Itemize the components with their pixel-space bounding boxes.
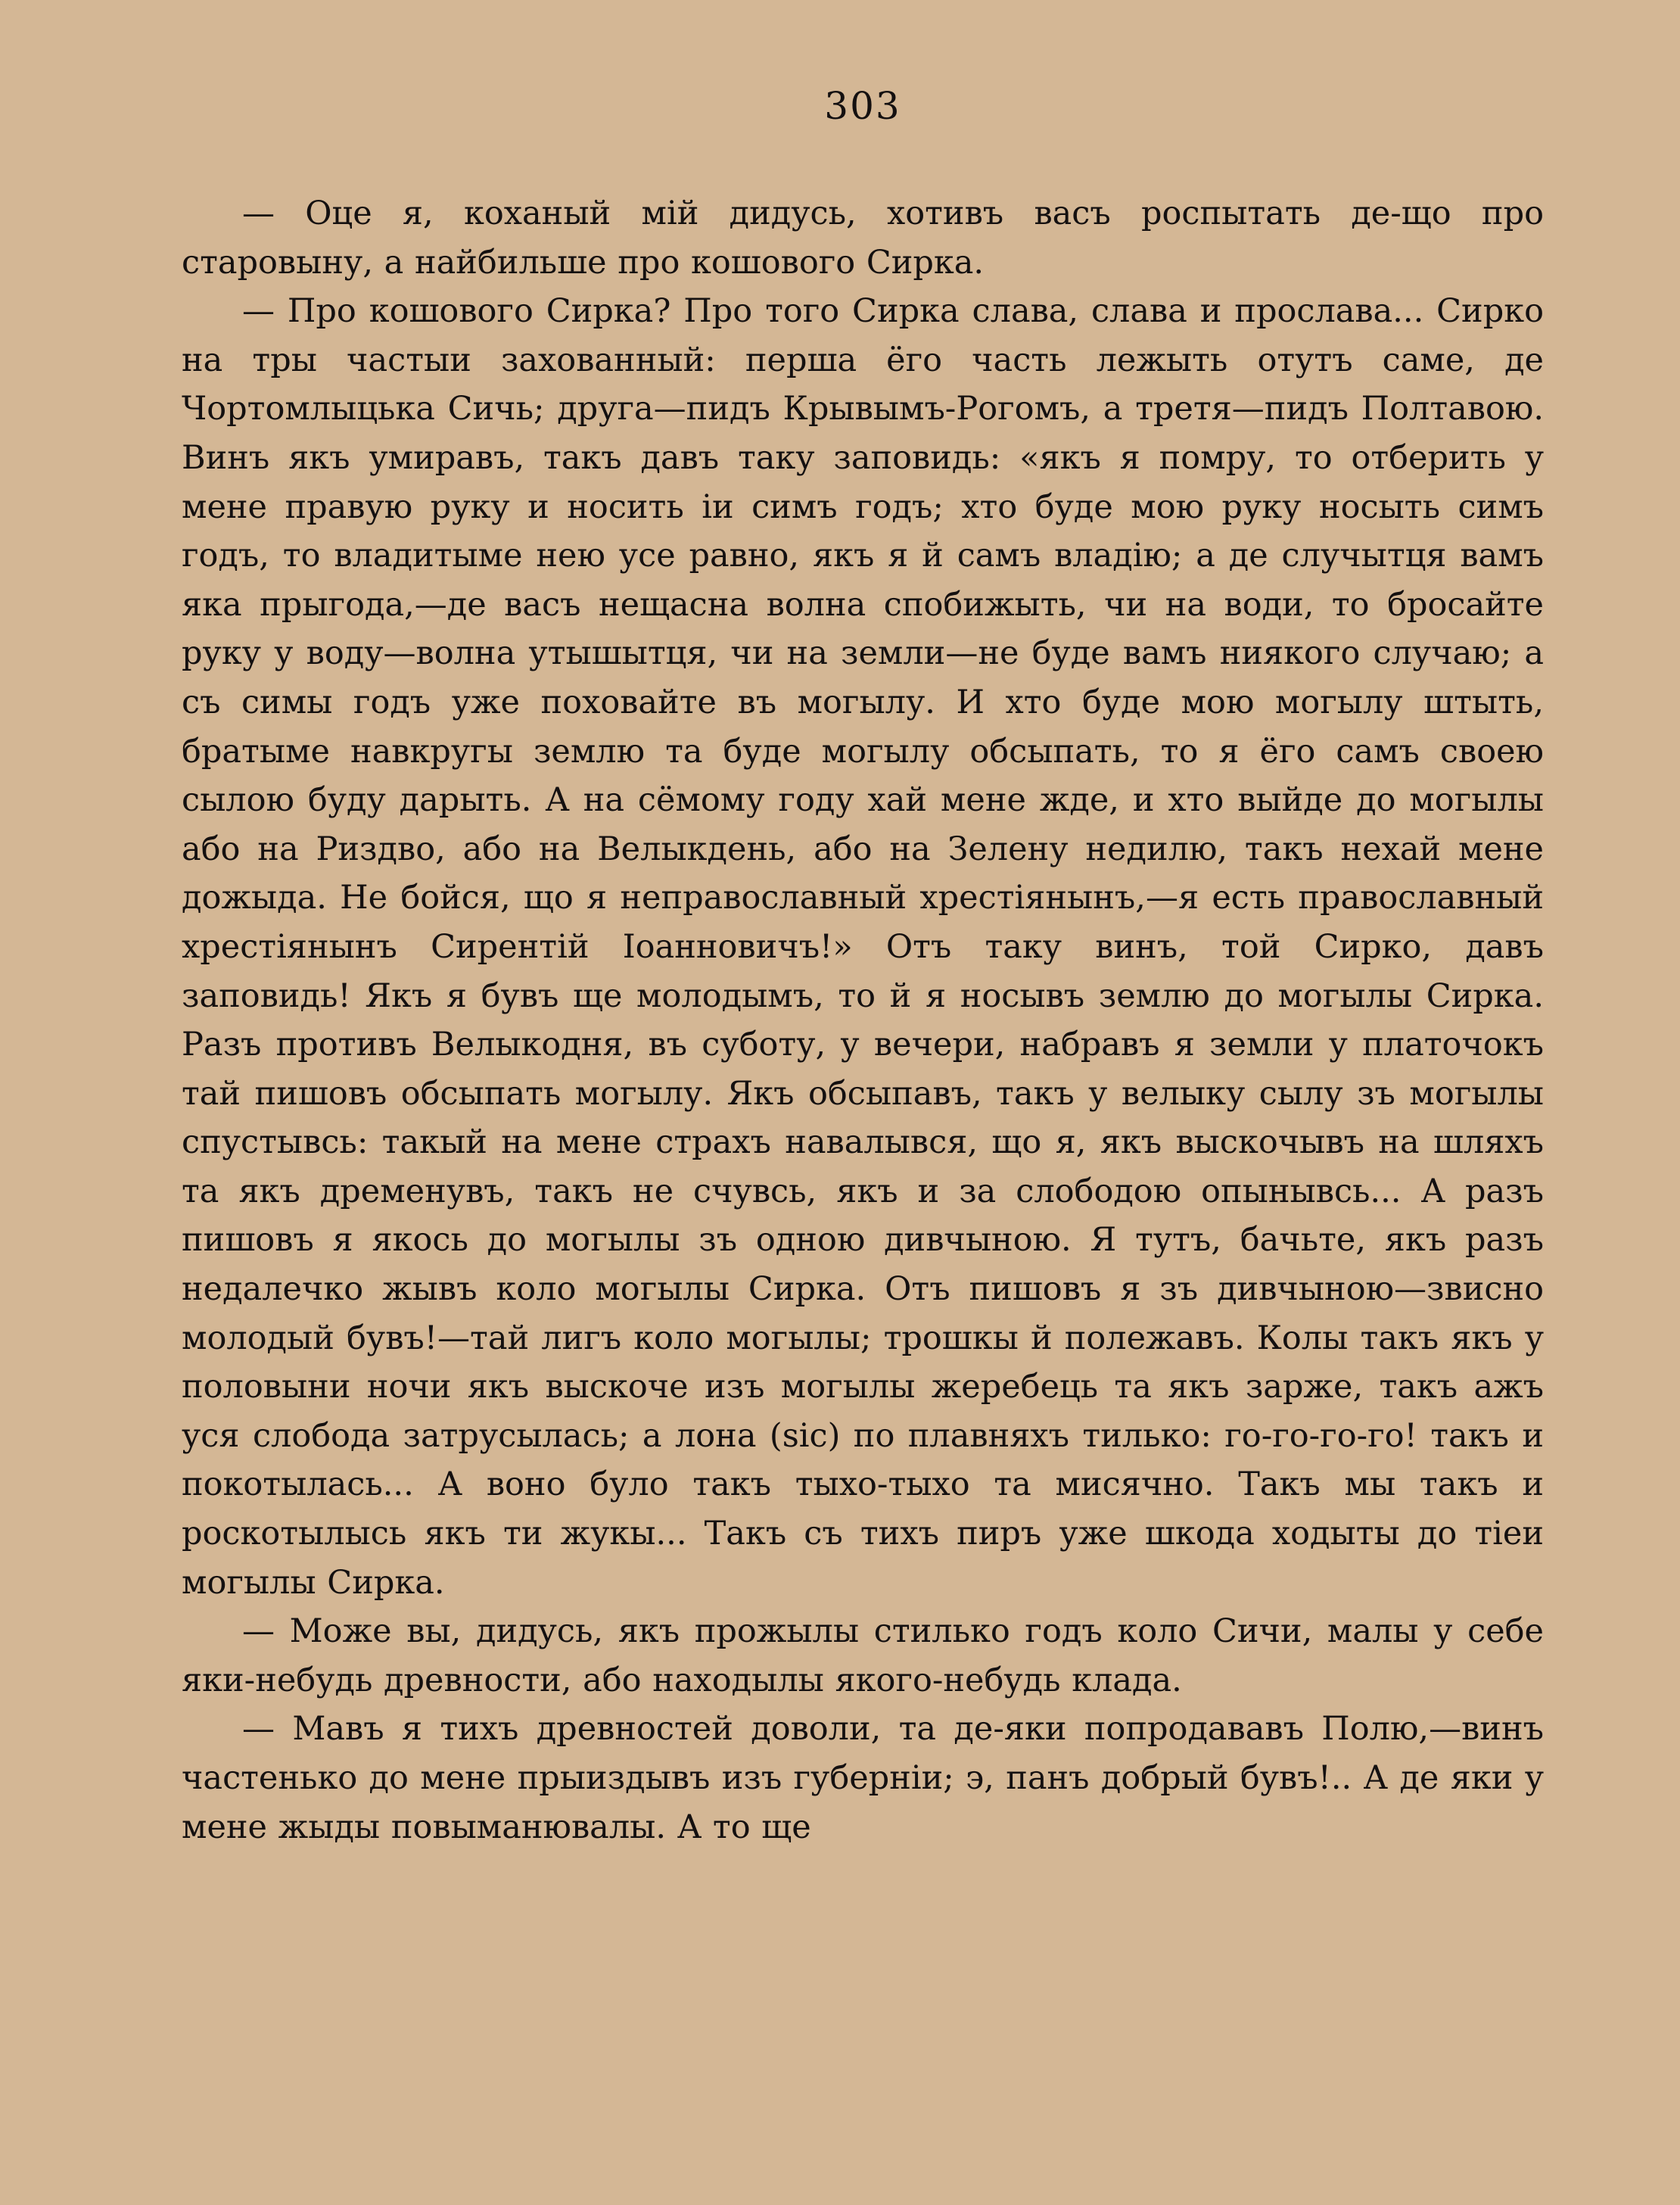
- paragraph-answer-1: — Про кошового Сирка? Про того Сирка слава, слава и прослава... Сирко на тры частыи захованный: перша ёго часть лежыть отутъ саме, де Чортомлыцька Сичь; друга—пидъ Крывымъ-Рогомъ, а третя—пидъ Полтавою. Винъ якъ умиравъ, такъ давъ таку заповидь: «якъ я помру, то отберить у мене правую руку и носить іи симъ годъ; хто буде мою руку носыть симъ годъ, то владитыме нею усе равно, якъ я й самъ владію; а де случытця вамъ яка прыгода,—де васъ нещасна волна спобижыть, чи на води, то бросайте руку у воду—волна утышытця, чи на земли—не буде вамъ ниякого случаю; а съ симы годъ уже поховайте въ могылу. И хто буде мою могылу штыть, братыме навкругы землю та буде могылу обсыпать, то я ёго самъ своею сылою буду дарыть. А на сёмому году хай мене жде, и хто выйде до могылы або на Риздво, або на Велыкдень, або на Зелену недилю, такъ нехай мене дожыда. Не бойся, що я неправославный хрестіянынъ,—я есть православный хрестіянынъ Сирентій Іоанновичъ!» Отъ таку винъ, той Сирко, давъ заповидь! Якъ я бувъ ще молодымъ, то й я носывъ землю до могылы Сирка. Разъ противъ Велыкодня, въ суботу, у вечери, набравъ я земли у платочокъ тай пишовъ обсыпать могылу. Якъ обсыпавъ, такъ у велыку сылу зъ могылы спустывсь: такый на мене страхъ навалывся, що я, якъ выскочывъ на шляхъ та якъ дременувъ, такъ не счувсь, якъ и за слободою опынывсь... А разъ пишовъ я якось до могылы зъ одною дивчыною. Я тутъ, бачьте, якъ разъ недалечко жывъ коло могылы Сирка. Отъ пишовъ я зъ дивчыною—звисно молодый бувъ!—тай лигъ коло могылы; трошкы й полежавъ. Колы такъ якъ у половыни ночи якъ выскоче изъ могылы жеребець та якъ заржe, такъ ажъ уся слобода затрусылась; а лона (sic) по плавняхъ тилько: го-го-го-го! такъ и покотылась... А воно було такъ тыхо-тыхо та мисячно. Такъ мы такъ и роскотылысь якъ ти жукы... Такъ съ тихъ пиръ уже шкода ходыты до тіеи могылы Сирка.: [182, 292, 1544, 1602]
- paragraph-question-1: — Оце я, коханый мій дидусь, хотивъ васъ роспытать де-що про старовыну, а найбильше про кошового Сирка.: [182, 195, 1544, 282]
- book-page: [182, 76, 1544, 2180]
- paragraph-answer-2: — Мавъ я тихъ древностей доволи, та де-яки попродававъ Полю,—винъ частенько до мене прыиздывъ изъ губерніи; э, панъ добрый бувъ!.. А де яки у мене жыды повыманювалы. А то ще: [182, 1710, 1544, 1846]
- paragraph-question-2: — Може вы, дидусь, якъ прожылы стилько годъ коло Сичи, малы у себе яки-небудь древности, або находылы якого-небудь клада.: [182, 1612, 1544, 1699]
- page-number: 303: [824, 84, 901, 128]
